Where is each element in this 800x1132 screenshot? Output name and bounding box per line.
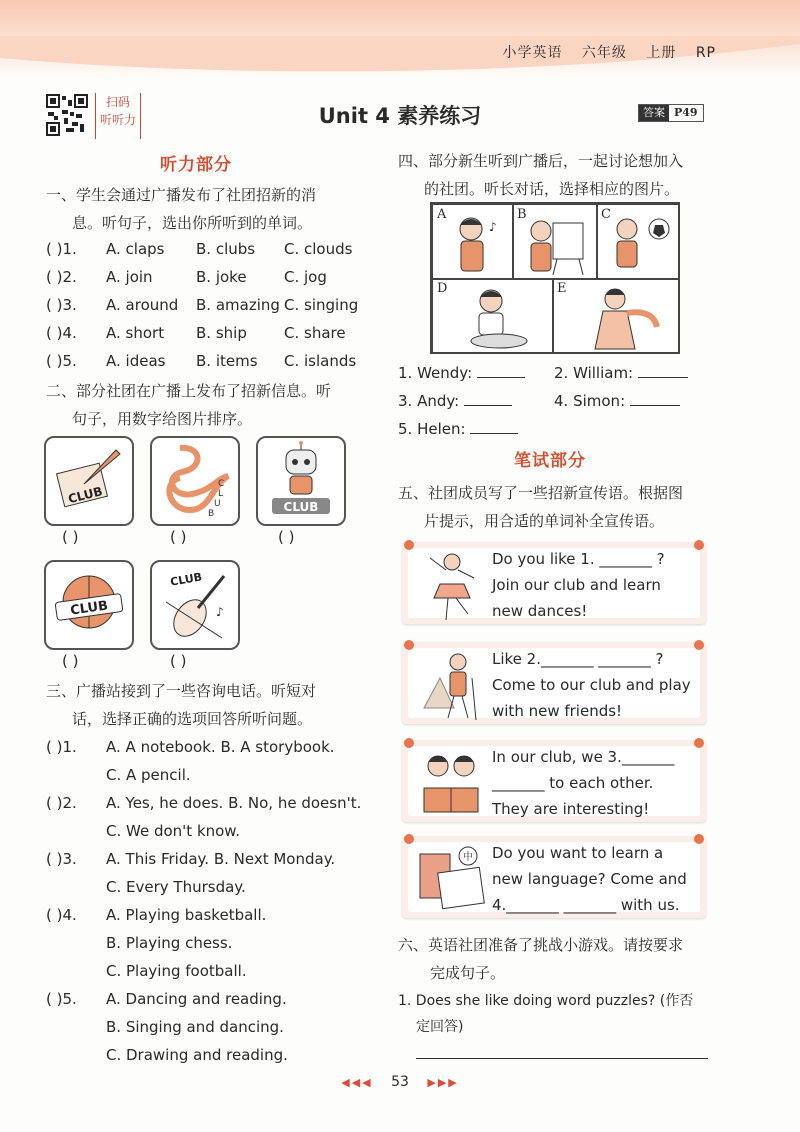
answer-page: P49 [674, 106, 698, 119]
q3-options: A. This Friday. B. Next Monday. [106, 850, 336, 868]
picture-e [552, 278, 680, 354]
q1-option: B. items [196, 352, 258, 370]
term: 上册 [646, 45, 677, 61]
picture-d [432, 278, 554, 354]
q1-option: A. around [106, 296, 179, 314]
slogan-card [402, 740, 706, 822]
quill-icon [46, 438, 132, 524]
q3-options: C. Playing football. [106, 962, 247, 980]
picture-c [596, 204, 680, 280]
q4-answer-name: 3. Andy: [398, 392, 460, 410]
q1-option: C. islands [284, 352, 357, 370]
slogan-line: with new friends! [492, 702, 623, 720]
slogan-line: new dances! [492, 602, 588, 620]
q2-instruction-1: 二、部分社团在广播上发布了招新信息。听 [46, 382, 332, 400]
q3-options: C. We don't know. [106, 822, 240, 840]
answer-tag[interactable] [638, 104, 704, 122]
edition: RP [695, 45, 716, 61]
slogan-line: Do you want to learn a [492, 844, 664, 862]
slogan-line: _______ to each other. [492, 774, 654, 792]
q1-option: A. short [106, 324, 165, 342]
q4-answer [398, 420, 518, 438]
q6-item-1: 1. Does she like doing word puzzles? (作否 [398, 993, 694, 1009]
slogan-card [402, 542, 706, 624]
q4-answer [554, 392, 680, 410]
grade: 六年级 [581, 45, 627, 61]
q1-item-num[interactable]: ( )1. [46, 240, 77, 258]
q4-picture-grid [430, 202, 680, 354]
basketball-icon [46, 562, 132, 648]
q1-option: B. clubs [196, 240, 256, 258]
slogan-text [492, 840, 687, 918]
q1-option: C. clouds [284, 240, 353, 258]
q3-options: A. Playing basketball. [106, 906, 267, 924]
q1-option: C. singing [284, 296, 359, 314]
club-violin-picture [150, 560, 240, 650]
slogan-card [402, 836, 706, 918]
q3-instruction-1: 三、广播站接到了一些咨询电话。听短对 [46, 682, 317, 700]
book-info [488, 42, 716, 62]
dancing-icon [553, 279, 679, 353]
answer-line[interactable] [630, 405, 680, 406]
q2-instruction-2: 句子，用数字给图片排序。 [72, 410, 253, 428]
q1-option: B. amazing [196, 296, 280, 314]
q5-instruction-1: 五、社团成员写了一些招新宣传语。根据图 [398, 484, 684, 502]
q2-answer-blank[interactable]: ( ) [170, 652, 187, 670]
slogan-line: 4._______ _______ with us. [492, 896, 680, 914]
q4-answer-name: 1. Wendy: [398, 364, 473, 382]
q3-options: B. Playing chess. [106, 934, 233, 952]
svg-text:中: 中 [463, 852, 473, 863]
q4-answer [554, 364, 688, 382]
q4-answer-name: 4. Simon: [554, 392, 626, 410]
slogan-line: Like 2._______ _______ ? [492, 650, 664, 668]
svg-text:B: B [208, 509, 215, 519]
q3-item-num[interactable]: ( )1. [46, 738, 77, 756]
violin-icon [152, 562, 238, 648]
club-ribbon-picture [150, 436, 240, 526]
club-text: CLUB [66, 484, 104, 507]
q5-instruction-2: 片提示，用合适的单词补全宣传语。 [424, 512, 665, 530]
page-number: 53 [391, 1074, 409, 1090]
slogan-text [492, 546, 665, 624]
q2-answer-blank[interactable]: ( ) [170, 528, 187, 546]
q6-item-1-cont: 定回答) [416, 1019, 464, 1035]
svg-text:U: U [214, 499, 221, 509]
svg-text:C: C [218, 479, 225, 489]
ribbon-icon [152, 438, 238, 524]
slogan-line: In our club, we 3._______ [492, 748, 675, 766]
q4-answer-name: 2. William: [554, 364, 634, 382]
q4-answer-name: 5. Helen: [398, 420, 466, 438]
subject: 小学英语 [502, 45, 563, 61]
picture-label: D [437, 281, 448, 296]
slogan-line: Do you like 1. _______ ? [492, 550, 665, 568]
q1-item-num[interactable]: ( )3. [46, 296, 77, 314]
slogan-text [492, 744, 674, 822]
q1-option: A. claps [106, 240, 165, 258]
slogan-line: Come to our club and play [492, 676, 691, 694]
slogan-card [402, 642, 706, 724]
q1-option: A. join [106, 268, 153, 286]
q1-option: B. joke [196, 268, 247, 286]
svg-text:♪: ♪ [489, 220, 497, 234]
club-robot-picture [256, 436, 346, 526]
picture-label: A [437, 207, 447, 222]
q4-instruction-2: 的社团。听长对话，选择相应的图片。 [424, 180, 680, 198]
svg-text:L: L [218, 489, 224, 499]
q1-item-num[interactable]: ( )5. [46, 352, 77, 370]
slogan-line: They are interesting! [492, 800, 650, 818]
listen-label: 听听力 [99, 113, 136, 127]
right-arrows-icon: ▶▶▶ [427, 1076, 459, 1089]
slogan-text [492, 646, 691, 724]
q1-option: B. ship [196, 324, 247, 342]
q1-option: A. ideas [106, 352, 166, 370]
page-title: Unit 4 素养练习 [318, 104, 482, 128]
answer-line[interactable] [464, 405, 512, 406]
q1-option: C. jog [284, 268, 327, 286]
picture-a [432, 204, 514, 280]
answer-line[interactable] [638, 377, 688, 378]
picture-label: E [557, 281, 567, 296]
club-text: CLUB [169, 570, 204, 589]
q4-answer [398, 392, 512, 410]
q1-instruction-1: 一、学生会通过广播发布了社团招新的消 [46, 186, 317, 204]
answer-label: 答案 [639, 105, 669, 121]
picture-label: B [517, 207, 527, 222]
q3-item-num[interactable]: ( )5. [46, 990, 77, 1008]
language-book-icon [414, 842, 488, 916]
q3-options: C. A pencil. [106, 766, 191, 784]
q1-option: C. share [284, 324, 346, 342]
answer-line[interactable] [470, 433, 518, 434]
q3-instruction-2: 话，选择正确的选项回答所听问题。 [72, 710, 313, 728]
q4-answer [398, 364, 525, 382]
q1-item-num[interactable]: ( )2. [46, 268, 77, 286]
q3-item-num[interactable]: ( )4. [46, 906, 77, 924]
answer-line[interactable] [477, 377, 525, 378]
q1-instruction-2: 息。听句子，选出你所听到的单词。 [72, 214, 313, 232]
q3-options: B. Singing and dancing. [106, 1018, 284, 1036]
q1-item-num[interactable]: ( )4. [46, 324, 77, 342]
q6-answer-line[interactable] [416, 1058, 708, 1059]
club-basketball-picture [44, 560, 134, 650]
picture-label: C [601, 207, 611, 222]
q4-instruction-1: 四、部分新生听到广播后，一起讨论想加入 [398, 152, 684, 170]
slogan-line: Join our club and learn [492, 576, 661, 594]
q3-options: A. Yes, he does. B. No, he doesn't. [106, 794, 362, 812]
q6-instruction-1: 六、英语社团准备了挑战小游戏。请按要求 [398, 936, 684, 954]
q2-answer-blank[interactable]: ( ) [278, 528, 295, 546]
q2-answer-blank[interactable]: ( ) [62, 528, 79, 546]
ballet-dancer-icon [420, 548, 484, 624]
svg-text:♪: ♪ [216, 605, 224, 619]
q3-item-num[interactable]: ( )2. [46, 794, 77, 812]
q6-instruction-2: 完成句子。 [430, 964, 506, 982]
picture-b [512, 204, 598, 280]
hiking-icon [420, 648, 484, 724]
q3-item-num[interactable]: ( )3. [46, 850, 77, 868]
club-text: CLUB [283, 500, 319, 514]
q3-options: C. Drawing and reading. [106, 1046, 288, 1064]
reading-together-icon [414, 748, 488, 820]
robot-icon [258, 438, 344, 524]
q3-options: A. A notebook. B. A storybook. [106, 738, 335, 756]
page-footer [0, 1074, 800, 1090]
club-writing-picture [44, 436, 134, 526]
q3-options: A. Dancing and reading. [106, 990, 287, 1008]
left-arrows-icon: ◀◀◀ [341, 1076, 373, 1089]
listening-heading: 听力部分 [160, 155, 232, 175]
cooking-icon [433, 279, 553, 353]
slogan-line: new language? Come and [492, 870, 687, 888]
writing-heading: 笔试部分 [514, 451, 586, 471]
scan-label: 扫码 [105, 95, 130, 109]
club-text: CLUB [69, 598, 109, 619]
q3-options: C. Every Thursday. [106, 878, 246, 896]
q2-answer-blank[interactable]: ( ) [62, 652, 79, 670]
